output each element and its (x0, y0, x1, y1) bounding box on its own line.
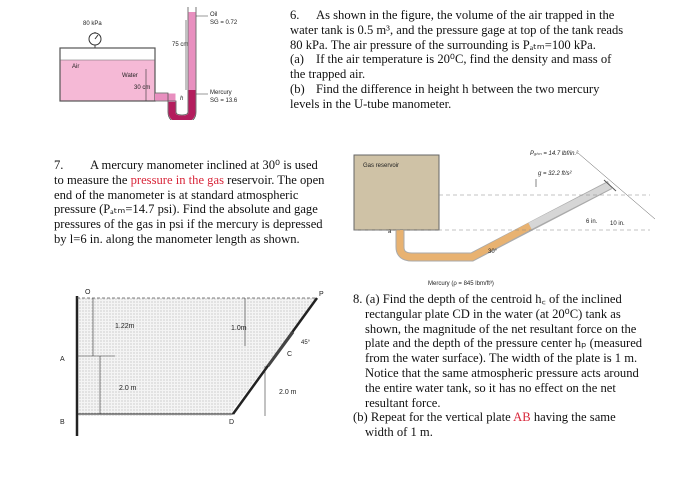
label-point-b: B (60, 419, 65, 426)
label-patm: Pₐₜₘ = 14.7 lbf/in.² (530, 151, 579, 157)
label-water: Water (122, 73, 138, 79)
label-30deg: 30° (488, 249, 498, 255)
problem6-text: 6. As shown in the figure, the volume of the air trapped in the water tank is 0.5 m³, and the pressure gage at top of the tank reads 80 kPa. The air pressure of the surrounding is Pₐₜₘ=100 kPa. (a) If the air temperature is 20⁰C, find the density and mass of the trapped air. (b) Find the difference in height h between the two mercury levels in the U-tube manometer. (290, 8, 624, 111)
label-mercury-sg: SG = 13.6 (210, 98, 238, 104)
label-1-0m: 1.0m (231, 325, 247, 332)
label-air: Air (72, 64, 80, 70)
problem8-text: 8. (a) Find the depth of the centroid h꜀ of the inclined rectangular plate CD in the water (at 20⁰C) tank as shown, the magnitude of the net resultant force on the plate and the depth of the pressure center hₚ (measured from the water surface). The width of the plate is 1 m. Notice that the same atmospheric pressure acts around the entire water tank, so it has no effect on the net resultant force. (b) Repeat for the vertical plate AB having the same width of 1 m. (353, 292, 643, 440)
label-g: g = 32.2 ft/s² (538, 171, 572, 177)
label-mercury-density: Mercury (ρ = 845 lbm/ft³) (428, 281, 494, 287)
label-2-0m-b: 2.0 m (279, 389, 297, 396)
problem7-text: 7. A mercury manometer inclined at 30⁰ is used to measure the pressure in the gas reservoir. The open end of the manometer is at standard atmospheric pressure (Pₐₜₘ=14.7 psi). Find the absolute and gage pressures of the gas in psi if the mercury is depressed by l=6 in. along the manometer length as shown. (54, 158, 325, 246)
label-30cm: 30 cm (134, 85, 151, 91)
label-o: O (85, 289, 91, 296)
label-gage: 80 kPa (83, 21, 102, 27)
figure-tank-manometer (50, 2, 280, 120)
label-1-22m: 1.22m (115, 323, 135, 330)
problem6-number: 6. (290, 8, 300, 22)
label-oil-sg: SG = 0.72 (210, 20, 238, 26)
label-point-c: C (287, 351, 293, 358)
label-oil: Oil (210, 12, 218, 18)
highlight-gas-pressure: pressure in the gas (130, 172, 224, 187)
label-75cm: 75 cm (172, 42, 189, 48)
problem7-number: 7. (54, 158, 64, 172)
label-mercury: Mercury (210, 90, 232, 96)
label-2-0m-a: 2.0 m (119, 385, 137, 392)
label-point-a: A (60, 356, 65, 363)
label-h: h (180, 96, 184, 102)
figure-inclined-manometer (350, 135, 660, 290)
label-a: a (388, 229, 392, 235)
figure-water-tank-plates (55, 286, 340, 476)
label-6in: 6 in. (586, 219, 598, 225)
label-10in: 10 in. (610, 221, 625, 227)
label-p: P (319, 291, 324, 298)
label-45deg: 45° (301, 340, 311, 346)
highlight-plate-ab: AB (513, 410, 531, 425)
label-gas-reservoir: Gas reservoir (363, 163, 400, 169)
label-point-d: D (229, 419, 235, 426)
